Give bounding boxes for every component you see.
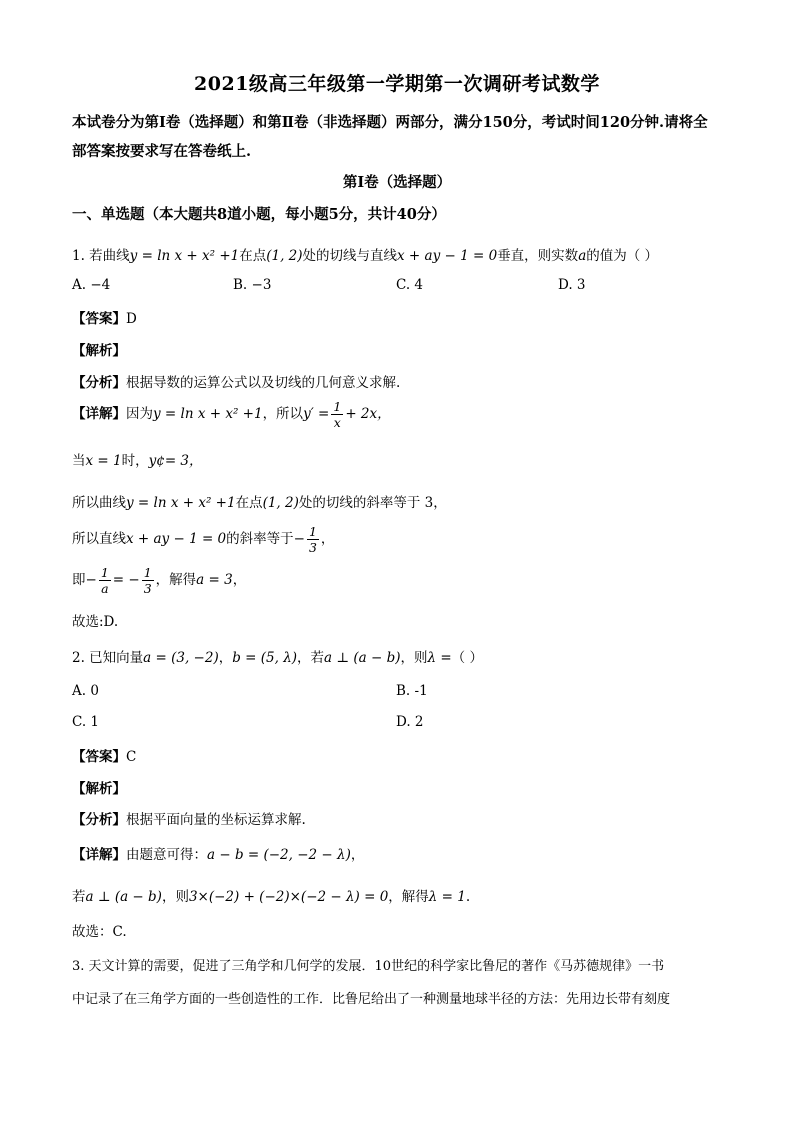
step-text: ， bbox=[232, 572, 247, 588]
step-text: 由题意可得： bbox=[126, 847, 207, 863]
step-text: 时， bbox=[121, 453, 149, 469]
formula: a ⊥ (a − b) bbox=[85, 889, 162, 905]
q2-vector-a: a = (3, −2) bbox=[143, 650, 219, 666]
exam-title: 2021级高三年级第一学期第一次调研考试数学 bbox=[194, 73, 600, 95]
answer-tag: 【答案】 bbox=[72, 311, 126, 327]
formula: a = 3 bbox=[196, 572, 233, 588]
step-text: ，解得 bbox=[388, 889, 429, 905]
formula: y¢= 3， bbox=[148, 453, 203, 469]
q2-choose: 故选：C. bbox=[72, 924, 127, 940]
formula: y′ = bbox=[303, 406, 330, 422]
q2-option-c: C. 1 bbox=[72, 714, 100, 730]
fenxi-text: 根据平面向量的坐标运算求解. bbox=[126, 812, 306, 828]
q3-line-2: 中记录了在三角学方面的一些创造性的工作．比鲁尼给出了一种测量地球半径的方法：先用边长带有刻度 bbox=[72, 992, 671, 1007]
fraction bbox=[99, 565, 111, 596]
q1-stem-text: 1. 若曲线 bbox=[72, 248, 130, 264]
step-text: 所以曲线 bbox=[72, 495, 126, 511]
step-text: 所以直线 bbox=[72, 531, 126, 547]
step-text: 处的切线的斜率等于 3， bbox=[298, 495, 447, 511]
step-text: 若 bbox=[72, 889, 86, 905]
part-heading: 一、单选题（本大题共8道小题，每小题5分，共计40分） bbox=[72, 206, 446, 223]
q2-stem-text: ， bbox=[218, 650, 233, 666]
answer-value: D bbox=[126, 311, 137, 327]
q1-detail-step5 bbox=[72, 565, 246, 596]
q1-stem-text: 处的切线与直线 bbox=[302, 248, 398, 264]
step-text: ， bbox=[350, 847, 365, 863]
q1-option-b: B. −3 bbox=[233, 277, 272, 293]
fraction-denominator: a bbox=[101, 581, 109, 596]
q1-answer bbox=[72, 307, 137, 327]
formula: y = ln x + x² +1 bbox=[153, 406, 263, 422]
q1-stem-text: 垂直，则实数 bbox=[497, 248, 579, 264]
step-text: . bbox=[465, 889, 471, 905]
formula: = − bbox=[112, 572, 140, 588]
formula: (1, 2) bbox=[262, 495, 299, 511]
step-text: 因为 bbox=[126, 406, 153, 422]
step-text: ，解得 bbox=[155, 572, 197, 588]
q2-answer bbox=[72, 745, 136, 765]
formula: + 2x， bbox=[345, 406, 391, 422]
q2-option-b: B. -1 bbox=[396, 683, 428, 699]
q1-detail-step2 bbox=[72, 449, 203, 469]
fraction-denominator: x bbox=[333, 415, 341, 430]
formula: x + ay − 1 = 0 bbox=[126, 531, 227, 547]
q1-option-c: C. 4 bbox=[396, 277, 424, 293]
fraction-denominator: 3 bbox=[308, 540, 317, 555]
q1-detail-step4 bbox=[72, 524, 334, 555]
q2-option-a: A. 0 bbox=[72, 683, 99, 699]
q2-detail-step1 bbox=[72, 843, 364, 863]
q1-fenxi bbox=[72, 371, 400, 391]
q2-stem-text: （ ） bbox=[451, 650, 483, 666]
q1-stem-text: 在点 bbox=[239, 248, 267, 264]
step-text: 的斜率等于 bbox=[226, 531, 294, 547]
fraction-denominator: 3 bbox=[143, 581, 152, 596]
xiangjie-tag: 【详解】 bbox=[72, 847, 126, 863]
q3-line-1: 3. 天文计算的需要，促进了三角学和几何学的发展．10世纪的科学家比鲁尼的著作《马苏德规律》一书 bbox=[72, 959, 665, 974]
step-text: 当 bbox=[72, 453, 86, 469]
fraction-numerator: 1 bbox=[143, 565, 152, 580]
answer-value: C bbox=[126, 749, 137, 765]
fraction bbox=[331, 399, 343, 430]
step-text: ，所以 bbox=[262, 406, 304, 422]
q2-condition: a ⊥ (a − b) bbox=[324, 650, 401, 666]
fenxi-tag: 【分析】 bbox=[72, 812, 126, 828]
q1-detail-step3 bbox=[72, 491, 447, 511]
q2-stem-text: ，则 bbox=[400, 650, 428, 666]
q1-option-a: A. −4 bbox=[72, 277, 111, 293]
q1-analysis-tag: 【解析】 bbox=[72, 343, 126, 359]
step-text: ，则 bbox=[161, 889, 189, 905]
formula: − bbox=[85, 572, 97, 588]
formula: λ = 1 bbox=[428, 889, 466, 905]
formula: 3×(−2) + (−2)×(−2 − λ) = 0 bbox=[188, 889, 389, 905]
q2-stem-text: 2. 已知向量 bbox=[72, 650, 144, 666]
q1-line-formula: x + ay − 1 = 0 bbox=[397, 248, 498, 264]
q2-lambda: λ = bbox=[427, 650, 452, 666]
q1-choose: 故选:D. bbox=[72, 614, 119, 630]
formula: x = 1 bbox=[85, 453, 122, 469]
q1-variable: a bbox=[578, 248, 587, 264]
answer-tag: 【答案】 bbox=[72, 749, 126, 765]
q2-fenxi bbox=[72, 808, 306, 828]
q1-option-d: D. 3 bbox=[558, 277, 586, 293]
q2-option-d: D. 2 bbox=[396, 714, 424, 730]
fenxi-text: 根据导数的运算公式以及切线的几何意义求解. bbox=[126, 375, 401, 391]
step-text: ， bbox=[320, 531, 335, 547]
fraction-numerator: 1 bbox=[308, 524, 317, 539]
q1-stem bbox=[72, 244, 658, 264]
q2-vector-b: b = (5, λ) bbox=[232, 650, 298, 666]
formula: a − b = (−2, −2 − λ) bbox=[207, 847, 351, 863]
step-text: 在点 bbox=[235, 495, 263, 511]
fraction-numerator: 1 bbox=[100, 565, 109, 580]
fraction-numerator: 1 bbox=[333, 399, 342, 414]
fenxi-tag: 【分析】 bbox=[72, 375, 126, 391]
section-title: 第Ⅰ卷（选择题） bbox=[342, 174, 452, 191]
q1-curve-formula: y = ln x + x² +1 bbox=[129, 248, 240, 264]
formula: y = ln x + x² +1 bbox=[126, 495, 236, 511]
q1-point: (1, 2) bbox=[266, 248, 303, 264]
fraction bbox=[307, 524, 319, 555]
q1-stem-text: 的值为（ ） bbox=[586, 248, 659, 264]
q2-detail-step2 bbox=[72, 885, 470, 905]
step-text: 即 bbox=[72, 572, 86, 588]
q2-stem-text: ，若 bbox=[297, 650, 325, 666]
q2-analysis-tag: 【解析】 bbox=[72, 781, 126, 797]
exam-intro: 本试卷分为第Ⅰ卷（选择题）和第Ⅱ卷（非选择题）两部分，满分150分，考试时间120分钟.请将全部答案按要求写在答卷纸上. bbox=[72, 114, 708, 160]
formula: − bbox=[293, 531, 305, 547]
q1-detail-step1 bbox=[72, 399, 391, 430]
xiangjie-tag: 【详解】 bbox=[72, 406, 126, 422]
fraction bbox=[142, 565, 154, 596]
q2-stem bbox=[72, 646, 483, 666]
